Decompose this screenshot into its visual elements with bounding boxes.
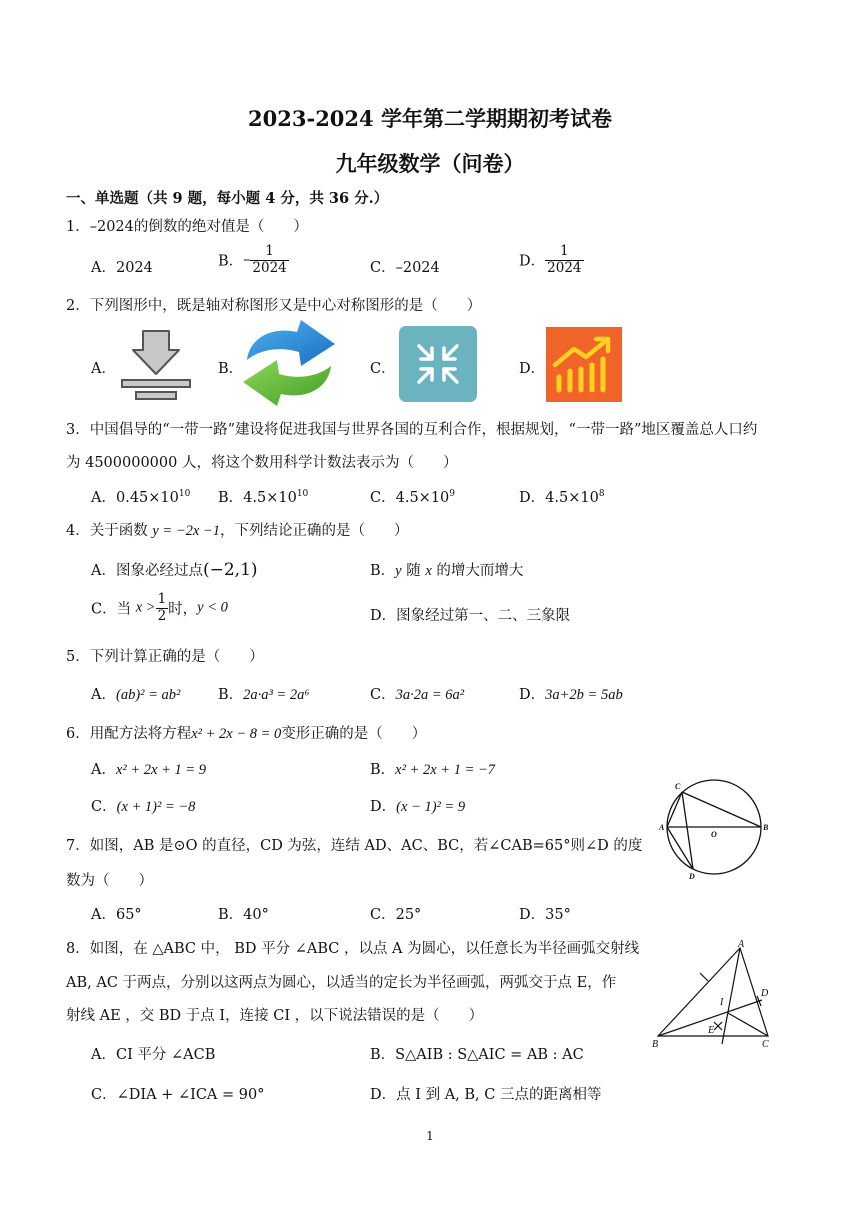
q6-option-a: A．x² + 2x + 1 = 9 xyxy=(91,762,207,778)
q5-option-b: B．2a·a³ = 2a⁶ xyxy=(218,687,310,703)
q1-stem: 1．–2024的倒数的绝对值是（ ） xyxy=(66,219,308,235)
q8-option-a: A．CI 平分 ∠ACB xyxy=(91,1047,216,1063)
q7-option-a: A．65° xyxy=(91,907,142,923)
q8-stem-line3: 射线 AE ，交 BD 于点 I，连接 CI ，以下说法错误的是（ ） xyxy=(66,1008,484,1024)
point-label-i: I xyxy=(720,997,724,1008)
download-icon xyxy=(118,328,194,402)
q3-option-d: D．$4.5\times 10^8$ xyxy=(519,489,605,506)
q4-option-d: D．图象经过第一、二、三象限 xyxy=(370,608,571,624)
q7-option-d: D．35° xyxy=(519,907,571,923)
q4-stem: 4．关于函数 y = −2x −1，下列结论正确的是（ ） xyxy=(66,523,409,539)
q8-stem-line1: 8．如图，在 △ABC 中， BD 平分 ∠ABC ，以点 A 为圆心，以任意长为半径画弧交射线 xyxy=(66,941,640,957)
point-label-b: B xyxy=(763,823,769,832)
q7-circle-figure xyxy=(652,776,776,882)
collapse-arrows-icon xyxy=(399,326,477,402)
q8-stem-line2: AB, AC 于两点，分别以这两点为圆心，以适当的定长为半径画弧，两弧交于点 E，作 xyxy=(66,975,617,991)
section-heading: 一、单选题（共 9 题，每小题 4 分，共 36 分.） xyxy=(66,190,389,207)
q2-option-a-label: A． xyxy=(91,361,116,377)
q6-option-d: D．(x − 1)² = 9 xyxy=(370,799,466,815)
q5-stem: 5．下列计算正确的是（ ） xyxy=(66,649,264,665)
q4-option-b: B．y 随 x 的增大而增大 xyxy=(370,563,524,579)
q3-option-c: C．$4.5\times 10^9$ xyxy=(370,489,456,506)
q4-option-c: C．当 x > $\frac{1}{2}$ 时，y < 0 xyxy=(91,591,228,624)
q4-option-a: A．图象必经过点(−2,1) xyxy=(91,560,258,580)
q8-option-d: D．点 I 到 A, B, C 三点的距离相等 xyxy=(370,1087,602,1103)
q1-option-d: D． $\frac{1}{2024}$ xyxy=(519,243,582,276)
q3-stem-line1: 3．中国倡导的“一带一路”建设将促进我国与世界各国的互利合作，根据规划，“一带一路”地区覆盖总人口约 xyxy=(66,422,758,438)
q5-option-d: D．3a+2b = 5ab xyxy=(519,687,623,703)
q3-option-b: B．$4.5\times 10^{10}$ xyxy=(218,489,309,506)
point-label-d: D xyxy=(689,872,695,881)
point-label-c: C xyxy=(675,782,681,791)
q6-option-c: C．(x + 1)² = −8 xyxy=(91,799,196,815)
point-label-c: C xyxy=(762,1039,769,1050)
page-number: 1 xyxy=(426,1129,434,1143)
point-label-o: O xyxy=(711,830,717,839)
page-title: 2023-2024 学年第二学期期初考试卷 xyxy=(248,106,612,131)
q2-stem: 2．下列图形中，既是轴对称图形又是中心对称图形的是（ ） xyxy=(66,298,482,314)
q2-option-c-label: C． xyxy=(370,361,396,377)
q7-option-b: B．40° xyxy=(218,907,269,923)
point-label-d: D xyxy=(761,988,769,999)
q5-option-a: A．(ab)² = ab² xyxy=(91,687,181,703)
q8-triangle-figure xyxy=(650,938,780,1052)
q1-option-c: C．–2024 xyxy=(370,260,440,276)
q7-option-c: C．25° xyxy=(370,907,422,923)
q3-stem-line2: 为 4500000000 人，将这个数用科学计数法表示为（ ） xyxy=(66,455,458,471)
q7-stem-line1: 7．如图，AB 是⊙O 的直径，CD 为弦，连结 AD、AC、BC，若∠CAB=65°则∠D 的度 xyxy=(66,838,643,854)
q2-option-d-label: D． xyxy=(519,361,546,377)
q1-option-a: A．2024 xyxy=(91,260,153,276)
refresh-arrows-icon xyxy=(241,318,337,408)
q8-option-b: B．S△AIB : S△AIC = AB : AC xyxy=(370,1047,584,1063)
q5-option-c: C．3a·2a = 6a² xyxy=(370,687,465,703)
point-label-b: B xyxy=(652,1039,659,1050)
q3-option-a: A．$0.45\times 10^{10}$ xyxy=(91,489,191,506)
point-label-a: A xyxy=(659,823,665,832)
point-label-a: A xyxy=(738,939,745,950)
q1-option-b: B．– $\frac{1}{2024}$ xyxy=(218,243,287,276)
q6-option-b: B．x² + 2x + 1 = −7 xyxy=(370,762,496,778)
q6-stem: 6．用配方法将方程x² + 2x − 8 = 0变形正确的是（ ） xyxy=(66,726,427,742)
q2-option-b-label: B． xyxy=(218,361,244,377)
q8-option-c: C．∠DIA + ∠ICA = 90° xyxy=(91,1087,265,1103)
point-label-e: E xyxy=(708,1025,715,1036)
growth-chart-icon xyxy=(546,327,622,402)
page-subtitle: 九年级数学（问卷） xyxy=(335,151,525,176)
q7-stem-line2: 数为（ ） xyxy=(66,873,153,889)
